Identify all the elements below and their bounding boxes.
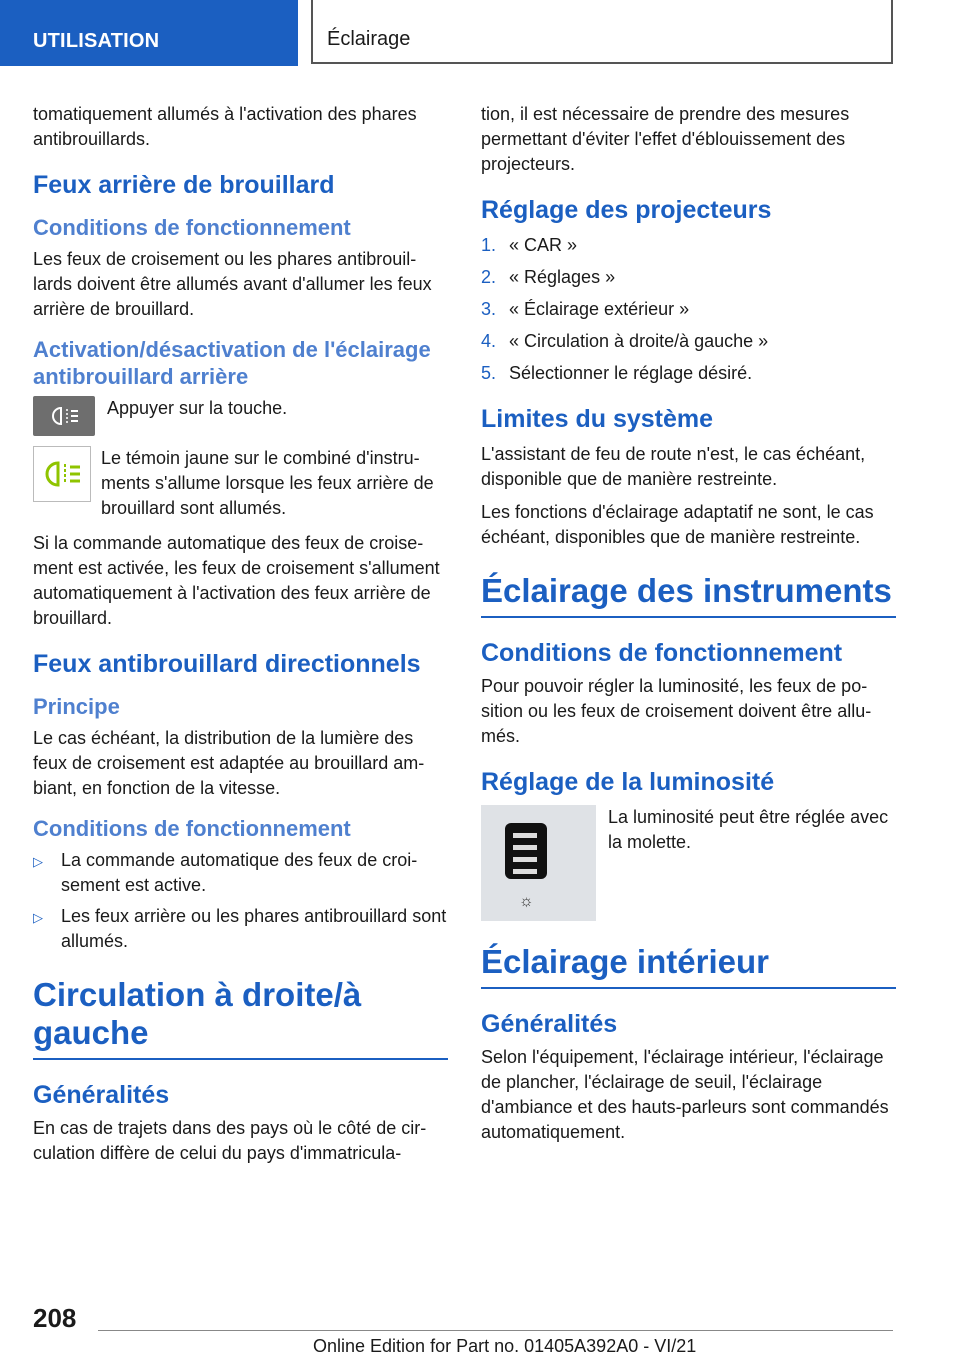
- lamp-text: Le témoin jaune sur le combiné d'instruments s'allume lorsque les feux arrière de brouillard sont allumés.: [101, 448, 434, 518]
- chapter-header: [311, 0, 893, 64]
- lamp-row: [33, 446, 448, 521]
- limits-text-2: Les fonctions d'éclairage adaptatif ne sont, le cas échéant, disponibles que de manière restreinte.: [481, 502, 874, 547]
- instruments-heading: Éclairage des instruments: [481, 572, 896, 618]
- interior-general-text: Selon l'équipement, l'éclairage intérieur, l'éclairage de plancher, l'éclairage de seuil, l'éclairage d'ambiance et des hauts-parleurs sont commandés automatiquement.: [481, 1047, 889, 1142]
- step-text: « CAR »: [509, 235, 578, 255]
- rear-fog-conditions-heading: Conditions de fonctionnement: [33, 215, 351, 240]
- list-item: [481, 265, 896, 290]
- section-tab: [0, 0, 298, 66]
- step-text: Sélectionner le réglage désiré.: [509, 363, 753, 383]
- triangle-bullet-icon: ▷: [33, 910, 43, 925]
- chapter-title: Éclairage: [327, 28, 411, 50]
- edition-text: Online Edition for Part no. 01405A392A0 - VI/21: [313, 1336, 697, 1356]
- list-item: [33, 848, 448, 898]
- reglage-heading: Réglage des projecteurs: [481, 196, 772, 224]
- step-text: « Éclairage extérieur »: [509, 299, 690, 319]
- list-item: [33, 904, 448, 954]
- press-button-row: [33, 396, 448, 436]
- instruments-conditions-text: Pour pouvoir régler la luminosité, les feux de position ou les feux de croisement doivent être allumés.: [481, 676, 872, 746]
- rear-fog-activation-heading: Activation/désactivation de l'éclairage antibrouillard arrière: [33, 337, 431, 389]
- dimmer-wheel-icon: ☼: [481, 805, 596, 921]
- rear-fog-lamp-icon: [33, 446, 91, 502]
- bullet-text: Les feux arrière ou les phares antibrouillard sont allumés.: [61, 906, 447, 951]
- continued-text: tion, il est nécessaire de prendre des mesures permettant d'éviter l'effet d'éblouissement des projecteurs.: [481, 104, 850, 174]
- section-title: UTILISATION: [33, 30, 160, 52]
- limits-heading: Limites du système: [481, 405, 714, 433]
- auto-fog-text: Si la commande automatique des feux de croisement est activée, les feux de croisement s'allument automatiquement à l'activation des feux arrière de brouillard.: [33, 533, 440, 628]
- luminosity-heading: Réglage de la luminosité: [481, 768, 775, 796]
- bullet-text: La commande automatique des feux de croisement est active.: [61, 850, 418, 895]
- step-number: 4.: [481, 331, 497, 351]
- list-item: [481, 329, 896, 354]
- page-number: 208: [33, 1303, 77, 1333]
- circulation-general-heading: Généralités: [33, 1081, 170, 1109]
- step-text: « Circulation à droite/à gauche »: [509, 331, 769, 351]
- instruments-conditions-heading: Conditions de fonctionnement: [481, 639, 843, 667]
- step-text: « Réglages »: [509, 267, 616, 287]
- circulation-general-text: En cas de trajets dans des pays où le côté de circulation diffère de celui du pays d'immatricula-: [33, 1118, 427, 1163]
- step-number: 5.: [481, 363, 497, 383]
- rear-fog-button-icon: [33, 396, 95, 436]
- list-item: [481, 361, 896, 386]
- interior-general-heading: Généralités: [481, 1010, 618, 1038]
- left-column: [33, 102, 448, 1174]
- triangle-bullet-icon: ▷: [33, 854, 43, 869]
- step-number: 1.: [481, 235, 497, 255]
- list-item: [481, 233, 896, 258]
- step-number: 2.: [481, 267, 497, 287]
- footer-divider: [98, 1330, 893, 1331]
- rear-fog-conditions-text: Les feux de croisement ou les phares antibrouillards doivent être allumés avant d'allumer les feux arrière de brouillard.: [33, 249, 432, 319]
- intro-text: tomatiquement allumés à l'activation des phares antibrouillards.: [33, 104, 417, 149]
- limits-text-1: L'assistant de feu de route n'est, le cas échéant, disponible que de manière restreinte.: [481, 444, 866, 489]
- principle-text: Le cas échéant, la distribution de la lumière des feux de croisement est adaptée au brouillard ambiant, en fonction de la vitesse.: [33, 728, 425, 798]
- luminosity-text: La luminosité peut être réglée avec la molette.: [608, 807, 889, 852]
- steps-list: [481, 233, 896, 386]
- step-number: 3.: [481, 299, 497, 319]
- dimmer-row: [481, 805, 896, 921]
- circulation-heading: Circulation à droite/à gauche: [33, 976, 448, 1060]
- right-column: [481, 102, 896, 1153]
- dir-fog-conditions-heading: Conditions de fonctionnement: [33, 816, 351, 841]
- dir-fog-heading: Feux antibrouillard directionnels: [33, 650, 421, 678]
- list-item: [481, 297, 896, 322]
- rear-fog-heading: Feux arrière de brouillard: [33, 171, 335, 199]
- press-button-text: Appuyer sur la touche.: [107, 398, 288, 418]
- interior-heading: Éclairage intérieur: [481, 943, 896, 989]
- principle-heading: Principe: [33, 694, 120, 719]
